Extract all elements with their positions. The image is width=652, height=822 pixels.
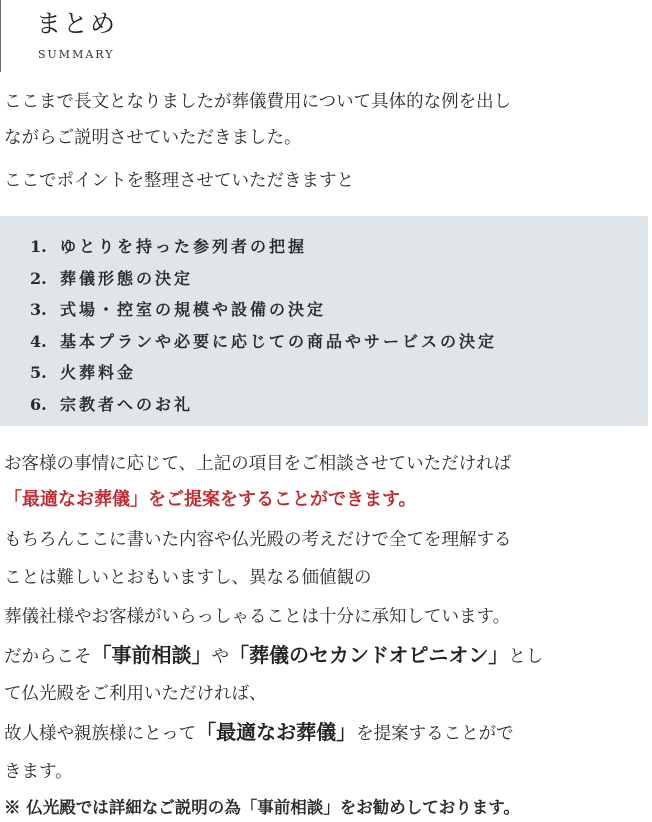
list-item: 2. 葬儀形態の決定	[30, 268, 194, 288]
list-item: 1. ゆとりを持った参列者の把握	[30, 237, 308, 256]
body-line: だからこそ「事前相談」や「葬儀のセカンドオピニオン」とし	[4, 643, 544, 667]
body-line: 葬儀社様やお客様がいらっしゃることは十分に承知しています。	[4, 607, 511, 627]
heading-title: まとめ	[36, 9, 118, 38]
emphasis-text: 「葬儀のセカンドオピニオン」	[229, 643, 509, 667]
points-list	[30, 234, 497, 423]
list-item: 3. 式場・控室の規模や設備の決定	[30, 300, 327, 319]
emphasis-text: 「最適なお葬儀」	[196, 720, 357, 744]
body-line: もちろんここに書いた内容や仏光殿の考えだけで全てを理解する	[4, 530, 512, 550]
body-line: 故人様や親族様にとって「最適なお葬儀」を提案することがで	[4, 720, 514, 744]
body-line: きます。	[4, 762, 73, 782]
emphasis-text: 「事前相談」	[91, 643, 212, 667]
footnote: ※ 仏光殿では詳細なご説明の為「事前相談」をお勧めしております。	[4, 798, 520, 817]
highlight-line: 「最適なお葬儀」をご提案をすることができます。	[4, 489, 417, 510]
body-line: て仏光殿をご利用いただければ、	[4, 684, 267, 704]
heading-subtitle: SUMMARY	[38, 48, 115, 61]
body-line: ことは難しいとおもいますし、異なる価値観の	[4, 568, 372, 588]
list-item: 4. 基本プランや必要に応じての商品やサービスの決定	[30, 331, 498, 351]
body-line: お客様の事情に応じて、上記の項目をご相談させていただければ	[4, 454, 512, 474]
section-heading	[0, 0, 200, 72]
intro-line: ながらご説明させていただきました。	[4, 128, 302, 148]
intro-line: ここまで長文となりましたが葬儀費用について具体的な例を出し	[4, 92, 512, 112]
list-item: 6. 宗教者へのお礼	[30, 394, 194, 414]
heading-accent-bar	[0, 0, 1, 72]
list-item: 5. 火葬料金	[30, 363, 137, 382]
intro-line: ここでポイントを整理させていただきますと	[4, 171, 354, 191]
points-box	[0, 216, 648, 426]
